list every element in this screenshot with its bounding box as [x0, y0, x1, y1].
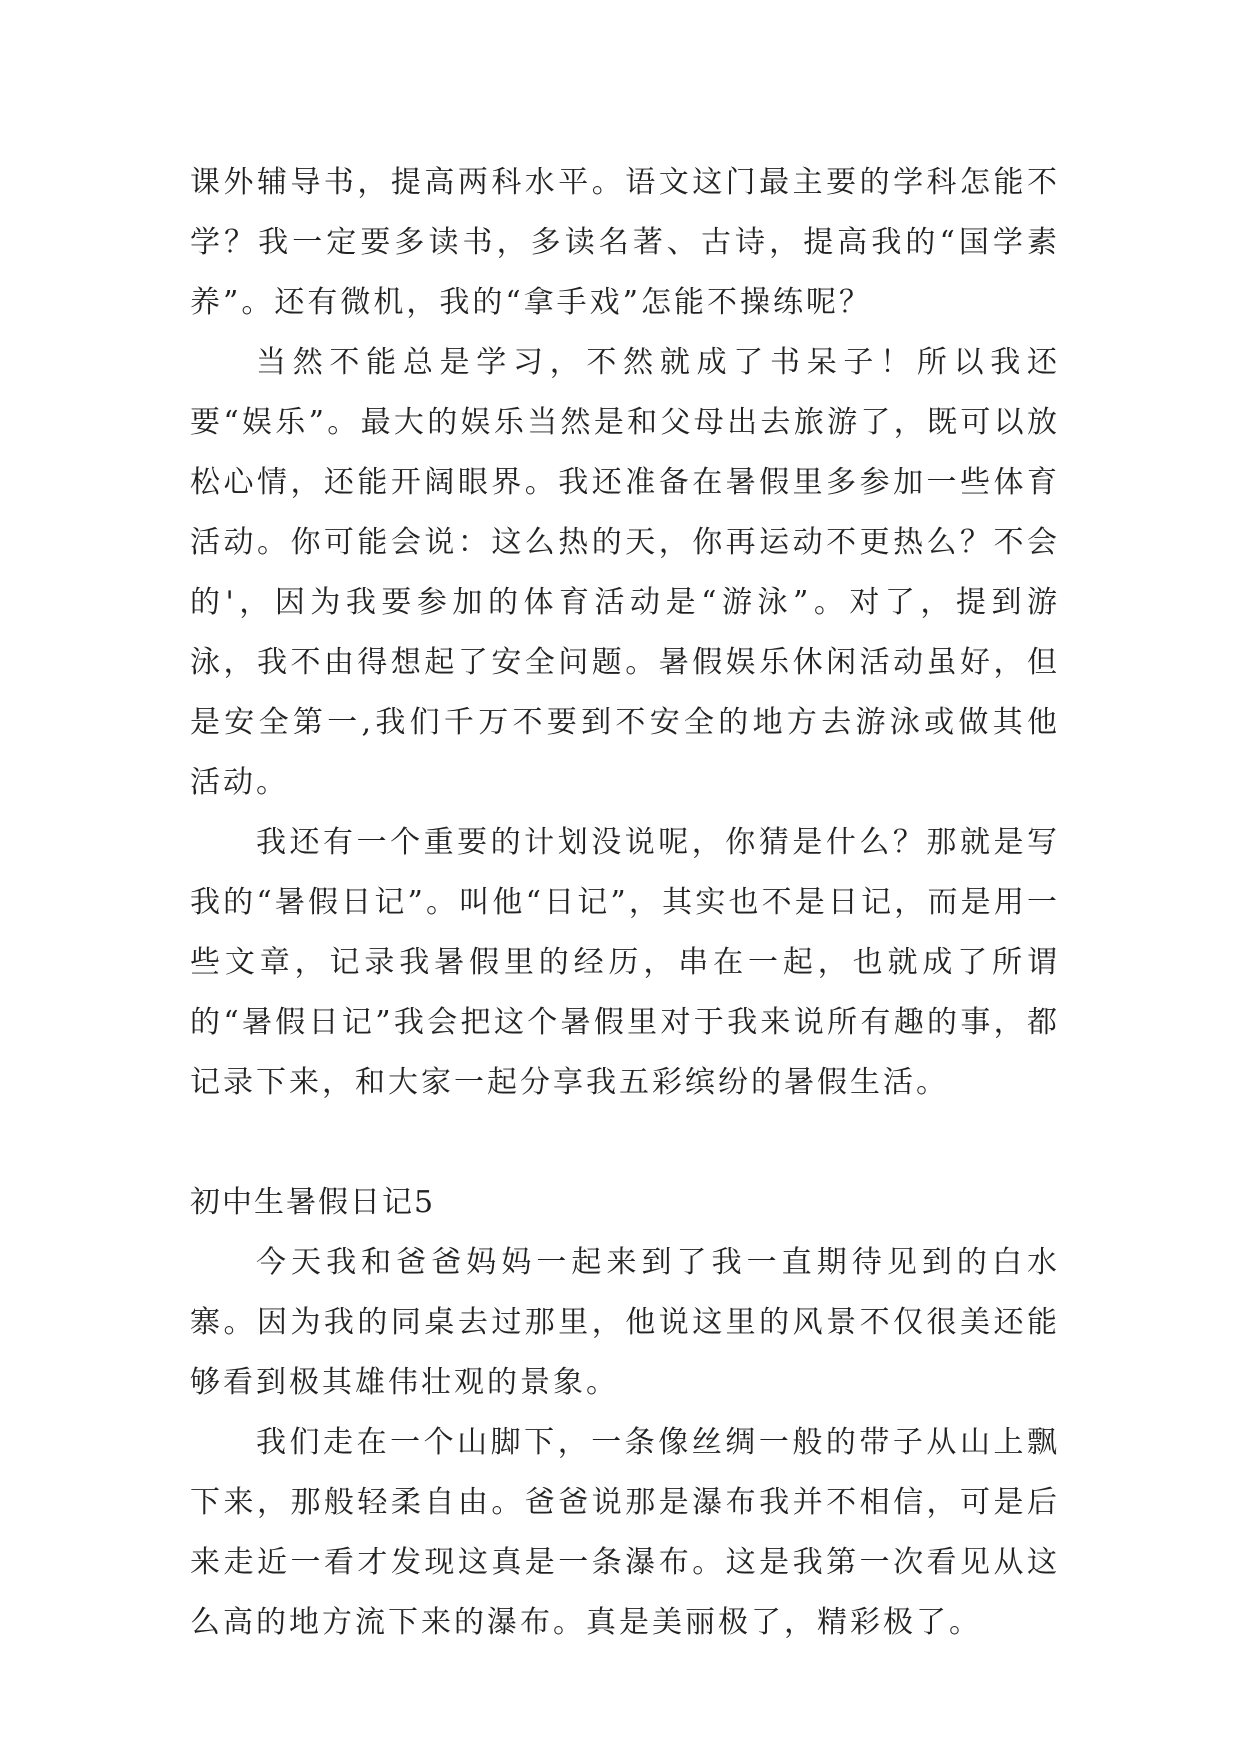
paragraph: 今天我和爸爸妈妈一起来到了我一直期待见到的白水寨。因为我的同桌去过那里，他说这里的风景不仅很美还能够看到极其雄伟壮观的景象。 — [190, 1245, 1060, 1400]
section-heading: 初中生暑假日记5 — [190, 1185, 436, 1220]
paragraph: 我还有一个重要的计划没说呢，你猜是什么？那就是写我的“暑假日记”。叫他“日记”，其实也不是日记，而是用一些文章，记录我暑假里的经历，串在一起，也就成了所谓的“暑假日记”我会把这个暑假里对于我来说所有趣的事，都记录下来，和大家一起分享我五彩缤纷的暑假生活。 — [190, 825, 1060, 1100]
paragraph: 我们走在一个山脚下，一条像丝绸一般的带子从山上飘下来，那般轻柔自由。爸爸说那是瀑布我并不相信，可是后来走近一看才发现这真是一条瀑布。这是我第一次看见从这么高的地方流下来的瀑布。真是美丽极了，精彩极了。 — [190, 1425, 1060, 1640]
paragraph: 当然不能总是学习，不然就成了书呆子！所以我还要“娱乐”。最大的娱乐当然是和父母出去旅游了，既可以放松心情，还能开阔眼界。我还准备在暑假里多参加一些体育活动。你可能会说：这么热的天，你再运动不更热么？不会的'，因为我要参加的体育活动是“游泳”。对了，提到游泳，我不由得想起了安全问题。暑假娱乐休闲活动虽好，但是安全第一,我们千万不要到不安全的地方去游泳或做其他活动。 — [190, 345, 1060, 800]
document-body — [190, 153, 1060, 1653]
paragraph: 课外辅导书，提高两科水平。语文这门最主要的学科怎能不学？我一定要多读书，多读名著、古诗，提高我的“国学素养”。还有微机，我的“拿手戏”怎能不操练呢？ — [190, 165, 1060, 320]
section-gap — [190, 1113, 1060, 1173]
